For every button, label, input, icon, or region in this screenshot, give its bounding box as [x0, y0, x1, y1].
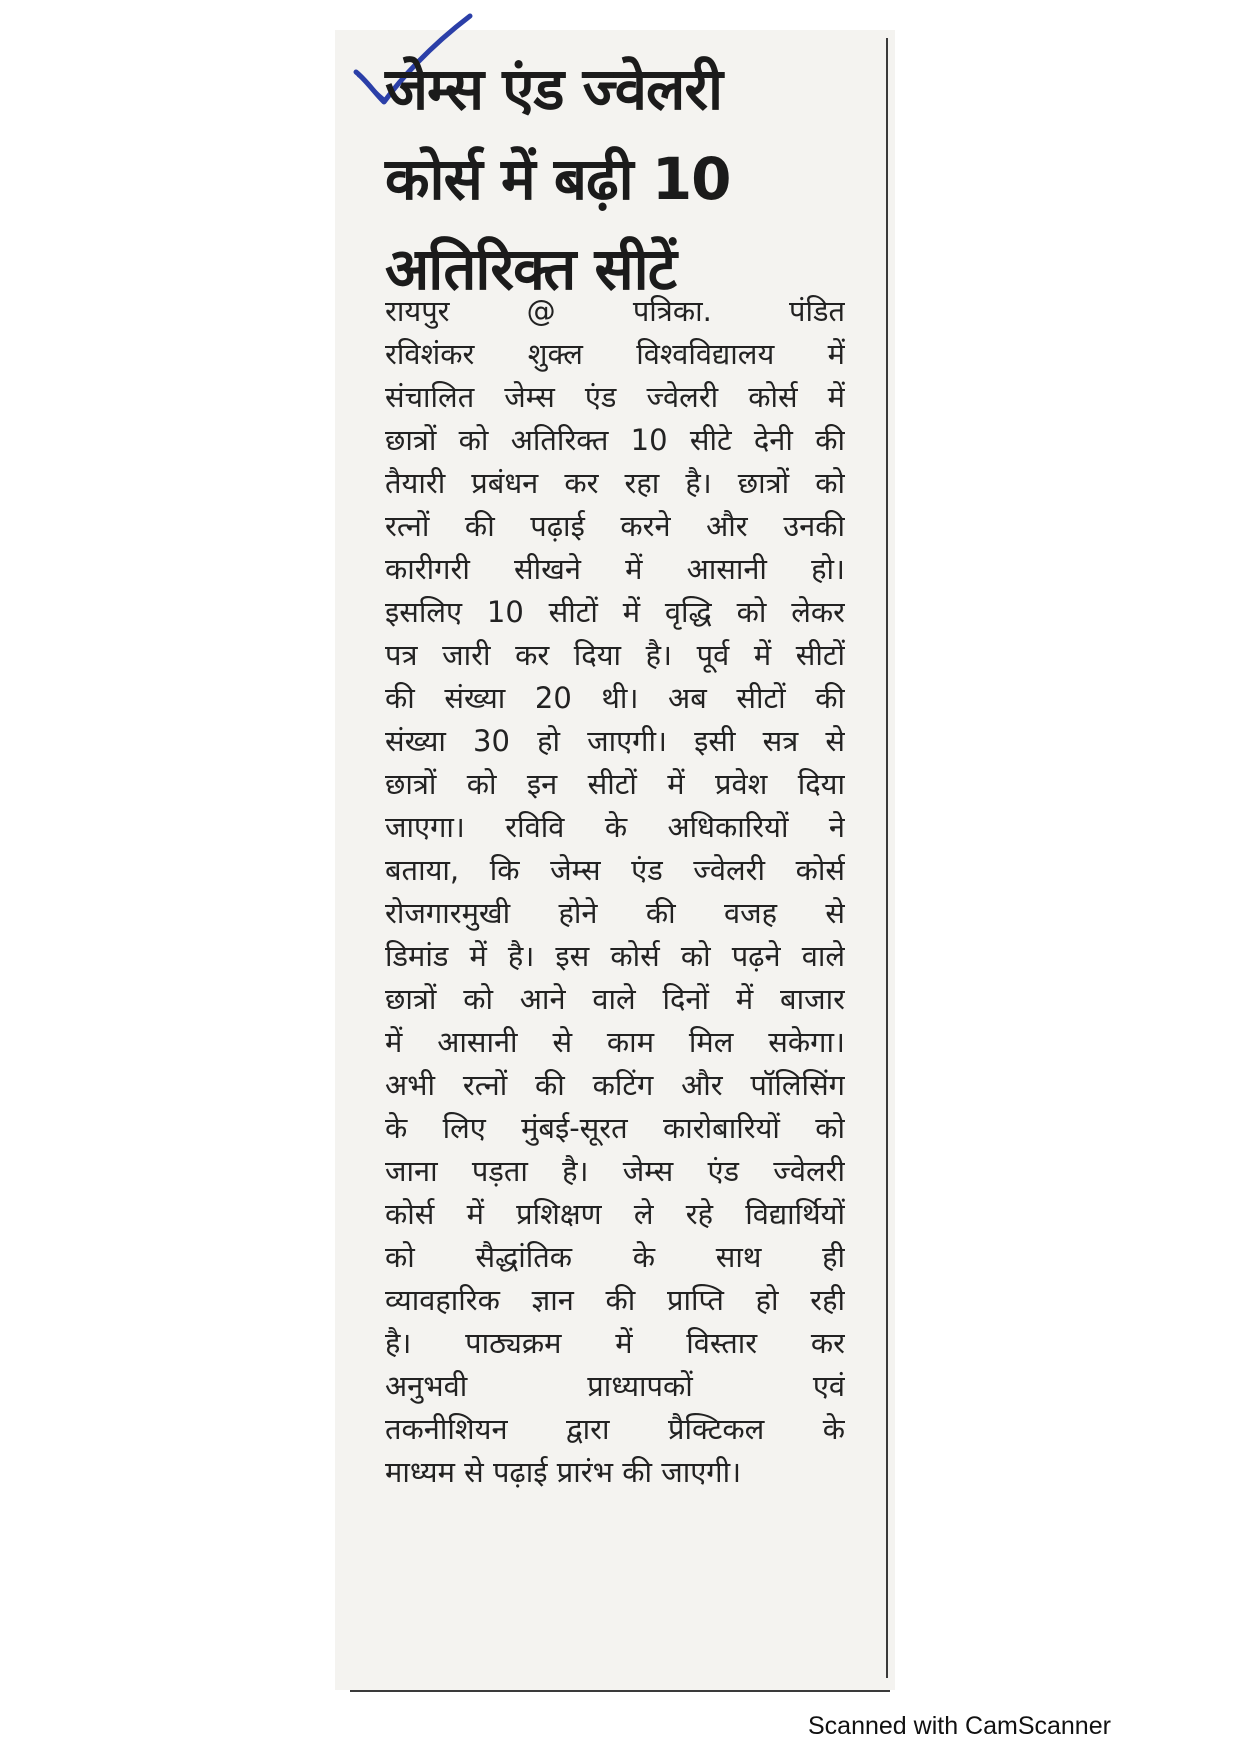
body-line: जाना पड़ता है। जेम्स एंड ज्वेलरी — [385, 1154, 845, 1188]
body-line: इसलिए 10 सीटों में वृद्धि को लेकर — [385, 595, 845, 629]
body-line: अनुभवी प्राध्यापकों एवं — [385, 1369, 845, 1403]
body-line: छात्रों को अतिरिक्त 10 सीटे देनी की — [385, 423, 845, 457]
body-line: रत्नों की पढ़ाई करने और उनकी — [385, 509, 845, 543]
body-line: रायपुर @ पत्रिका. पंडित — [385, 294, 845, 328]
headline-line: कोर्स में बढ़ी 10 — [385, 145, 731, 213]
body-line: छात्रों को इन सीटों में प्रवेश दिया — [385, 767, 845, 801]
headline-line: जेम्स एंड ज्वेलरी — [385, 55, 723, 123]
body-line: रोजगारमुखी होने की वजह से — [385, 896, 845, 930]
body-line: तकनीशियन द्वारा प्रैक्टिकल के — [385, 1412, 845, 1446]
body-line: पत्र जारी कर दिया है। पूर्व में सीटों — [385, 638, 845, 672]
article-headline — [385, 44, 835, 314]
body-line: रविशंकर शुक्ल विश्वविद्यालय में — [385, 337, 845, 371]
body-line: बताया, कि जेम्स एंड ज्वेलरी कोर्स — [385, 853, 845, 887]
body-line: को सैद्धांतिक के साथ ही — [385, 1240, 845, 1274]
body-line: डिमांड में है। इस कोर्स को पढ़ने वाले — [385, 939, 845, 973]
body-line: माध्यम से पढ़ाई प्रारंभ की जाएगी। — [385, 1455, 742, 1489]
body-line: कारीगरी सीखने में आसानी हो। — [385, 552, 845, 586]
body-line: में आसानी से काम मिल सकेगा। — [385, 1025, 845, 1059]
body-line: कोर्स में प्रशिक्षण ले रहे विद्यार्थियों — [385, 1197, 845, 1231]
body-line: अभी रत्नों की कटिंग और पॉलिसिंग — [385, 1068, 845, 1102]
body-line: के लिए मुंबई-सूरत कारोबारियों को — [385, 1111, 845, 1145]
body-line: छात्रों को आने वाले दिनों में बाजार — [385, 982, 845, 1016]
body-line: जाएगा। रविवि के अधिकारियों ने — [385, 810, 845, 844]
body-line: व्यावहारिक ज्ञान की प्राप्ति हो रही — [385, 1283, 845, 1317]
body-line: तैयारी प्रबंधन कर रहा है। छात्रों को — [385, 466, 845, 500]
column-rule — [886, 38, 888, 1678]
scanner-watermark: Scanned with CamScanner — [808, 1712, 1111, 1740]
body-line: की संख्या 20 थी। अब सीटों की — [385, 681, 845, 715]
body-line: है। पाठ्यक्रम में विस्तार कर — [385, 1326, 845, 1360]
headline-line: अतिरिक्त सीटें — [385, 235, 676, 303]
body-line: संख्या 30 हो जाएगी। इसी सत्र से — [385, 724, 845, 758]
article-body — [385, 290, 845, 1494]
bottom-rule — [350, 1690, 890, 1692]
body-line: संचालित जेम्स एंड ज्वेलरी कोर्स में — [385, 380, 845, 414]
